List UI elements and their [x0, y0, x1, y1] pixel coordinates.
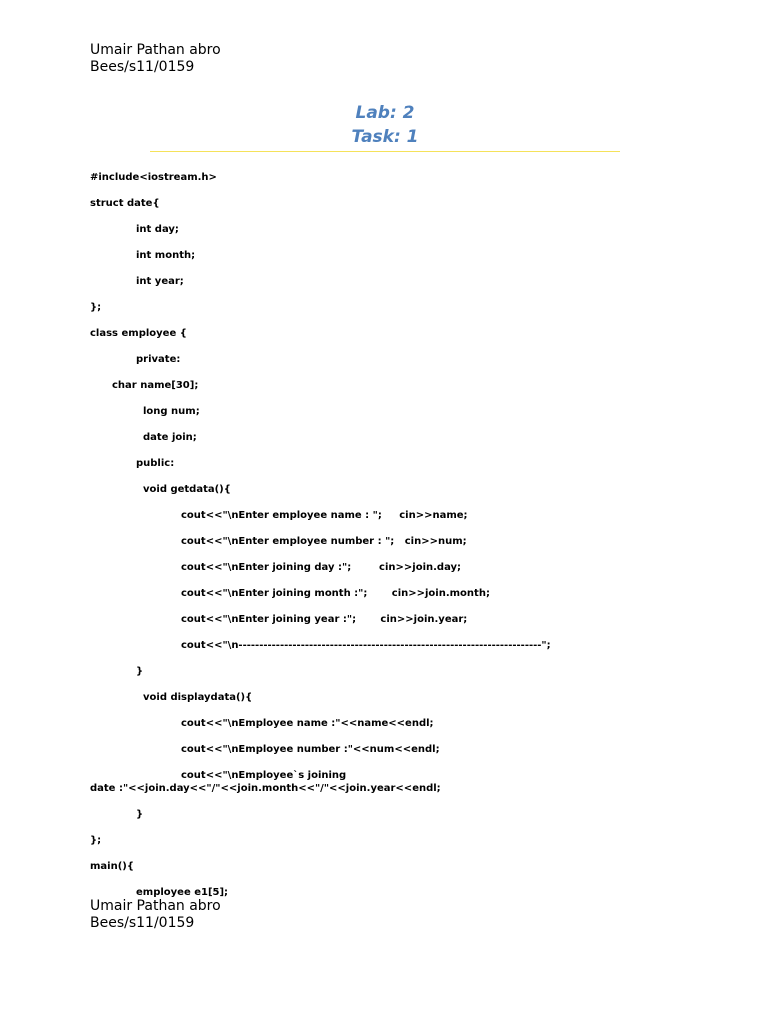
- code-line: cout<<"\nEnter joining day :"; cin>>join.day;: [181, 562, 462, 573]
- code-line: struct date{: [90, 198, 160, 209]
- code-line: #include<iostream.h>: [90, 172, 217, 183]
- code-line: cout<<"\nEmployee`s joining: [181, 770, 347, 781]
- footer-author-name: Umair Pathan abro: [90, 898, 221, 914]
- code-line: };: [90, 835, 102, 846]
- code-line: employee e1[5];: [136, 887, 229, 898]
- code-line: cout<<"\n-------------------------------------------------------------------------";: [181, 640, 551, 651]
- code-line: };: [90, 302, 102, 313]
- code-line: void displaydata(){: [143, 692, 253, 703]
- code-line: date :"<<join.day<<"/"<<join.month<<"/"<<join.year<<endl;: [90, 783, 441, 794]
- code-line: }: [136, 666, 144, 677]
- code-line: void getdata(){: [143, 484, 231, 495]
- student-id: Bees/s11/0159: [90, 59, 195, 75]
- code-line: }: [136, 809, 144, 820]
- footer-student-id: Bees/s11/0159: [90, 915, 195, 931]
- lab-title: Lab: 2: [355, 103, 415, 123]
- code-line: cout<<"\nEmployee number :"<<num<<endl;: [181, 744, 440, 755]
- code-line: cout<<"\nEnter joining year :"; cin>>join.year;: [181, 614, 468, 625]
- code-line: class employee {: [90, 328, 187, 339]
- code-line: cout<<"\nEmployee name :"<<name<<endl;: [181, 718, 434, 729]
- code-line: public:: [136, 458, 175, 469]
- title-underline: [150, 151, 620, 152]
- page-footer: [90, 898, 221, 932]
- code-line: int month;: [136, 250, 196, 261]
- code-line: int year;: [136, 276, 184, 287]
- code-line: cout<<"\nEnter joining month :"; cin>>join.month;: [181, 588, 490, 599]
- code-line: long num;: [143, 406, 200, 417]
- page-header: [90, 42, 221, 76]
- code-line: main(){: [90, 861, 134, 872]
- code-line: int day;: [136, 224, 179, 235]
- code-line: char name[30];: [112, 380, 199, 391]
- code-line: cout<<"\nEnter employee name : "; cin>>name;: [181, 510, 468, 521]
- code-line: date join;: [143, 432, 197, 443]
- author-name: Umair Pathan abro: [90, 42, 221, 58]
- code-line: private:: [136, 354, 181, 365]
- code-line: cout<<"\nEnter employee number : "; cin>>num;: [181, 536, 467, 547]
- task-title: Task: 1: [351, 127, 419, 147]
- title-block: [150, 101, 620, 149]
